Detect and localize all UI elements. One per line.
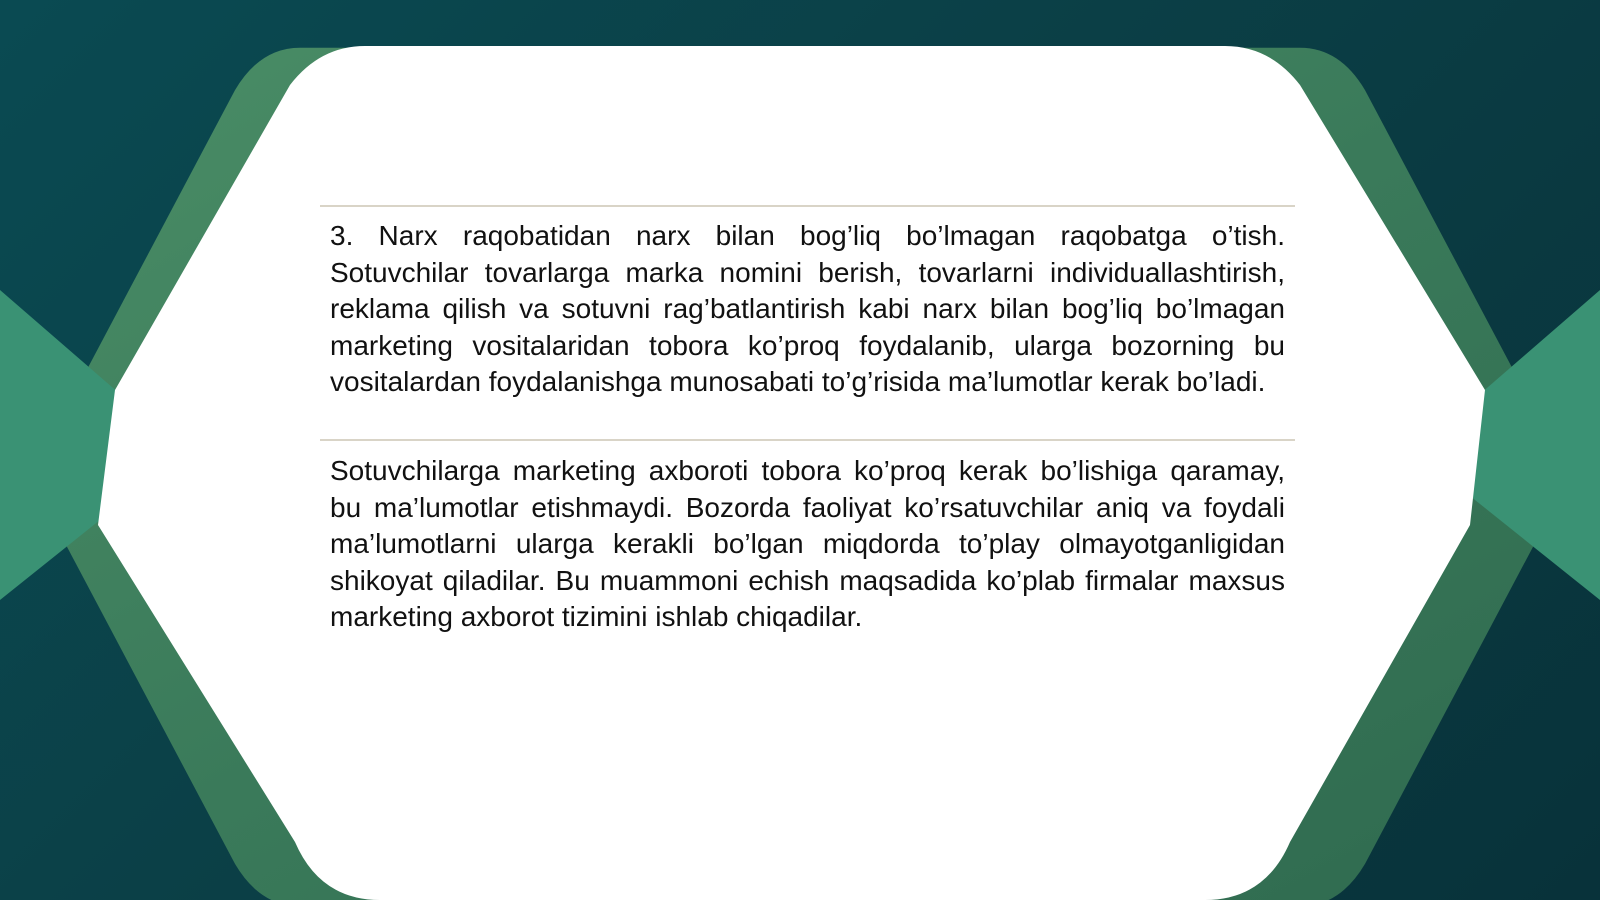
paragraph-gap (320, 401, 1295, 439)
text-content (320, 205, 1295, 636)
paragraph-1: 3. Narx raqobatidan narx bilan bog’liq bo’lmagan raqobatga o’tish. Sotuvchilar tovarlarga marka nomini berish, tovarlarni individuallashtirish, reklama qilish va sotuvni rag’batlantirish kabi narx bilan bog’liq bo’lmagan marketing vositalaridan tobora ko’proq foydalanib, ularga bozorning bu vositalardan foydalanishga munosabati to’g’risida ma’lumotlar kerak bo’ladi. (330, 220, 1285, 398)
paragraph-2: Sotuvchilarga marketing axboroti tobora ko’proq kerak bo’lishiga qaramay, bu ma’lumotlar etishmaydi. Bozorda faoliyat ko’rsatuvchilar aniq va foydali ma’lumotlarni ularga kerakli bo’lgan miqdorda to’play olmayotganligidan shikoyat qiladilar. Bu muammoni echish maqsadida ko’plab firmalar maxsus marketing axborot tizimini ishlab chiqadilar. (330, 454, 1285, 633)
